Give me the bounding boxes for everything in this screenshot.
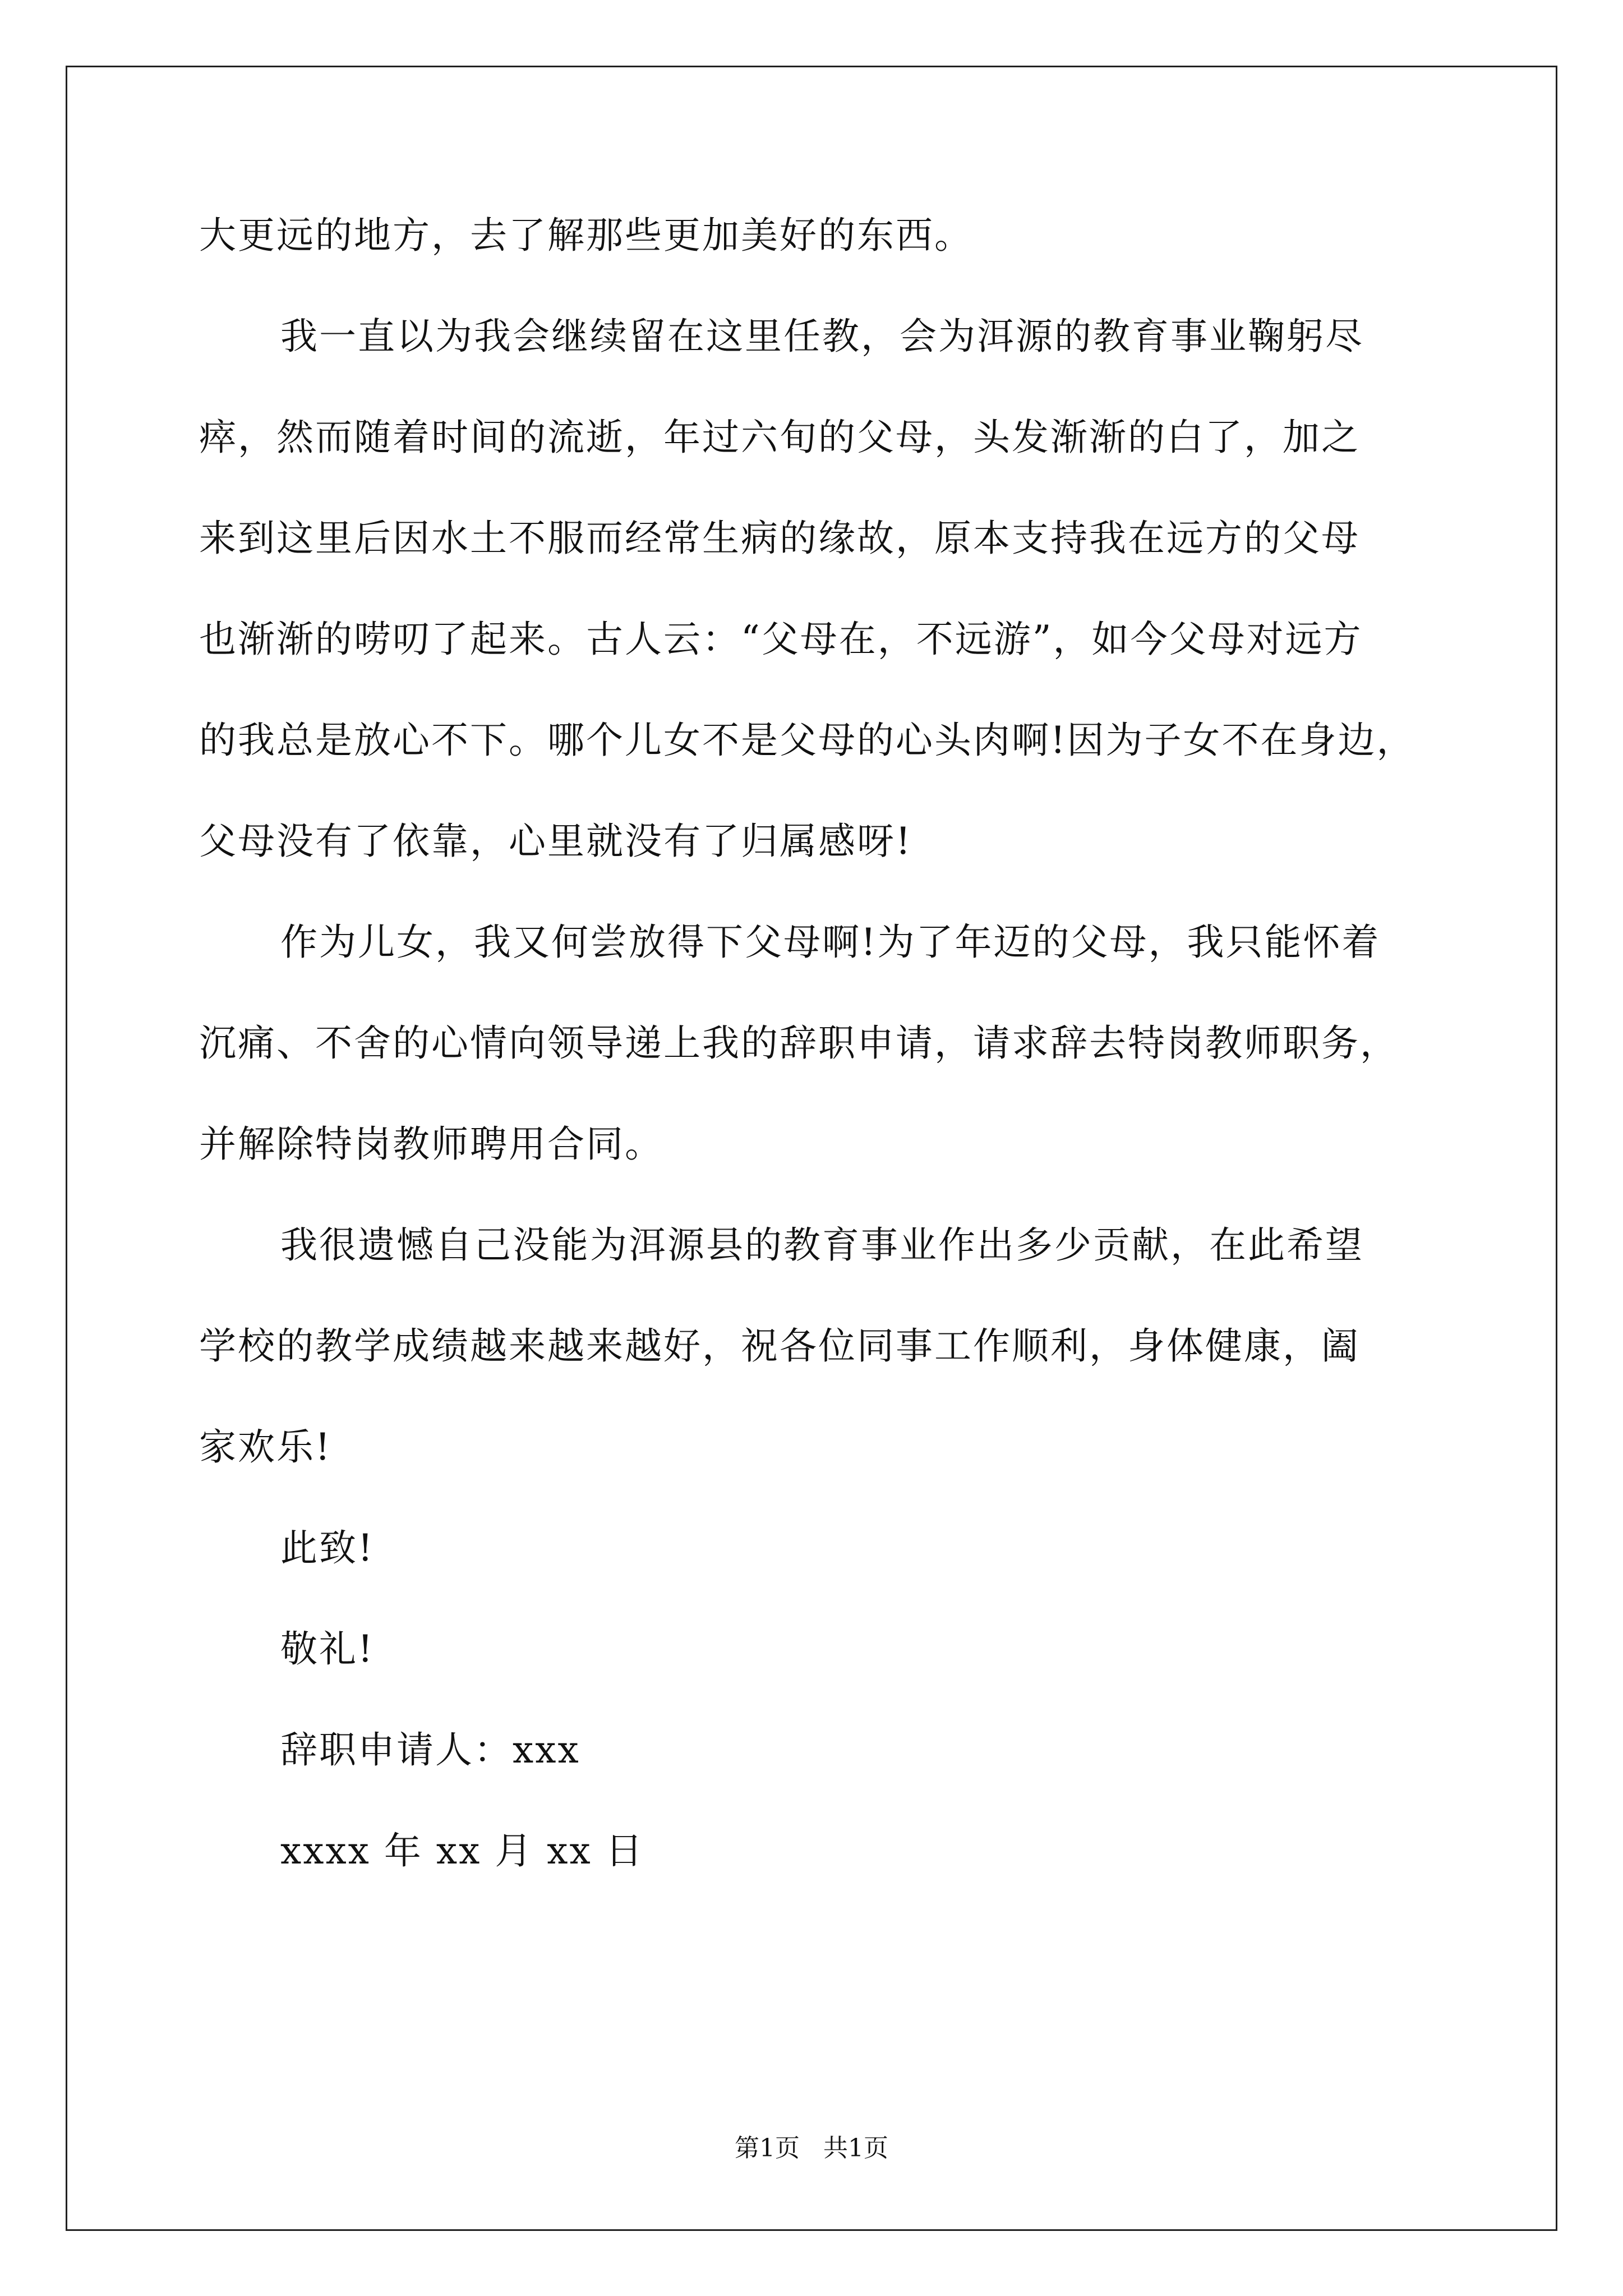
paragraph <box>199 892 1433 1195</box>
paragraph <box>199 286 1433 892</box>
text-line: 沉痛、不舍的心情向领导递上我的辞职申请，请求辞去特岗教师职务， <box>199 1022 1399 1065</box>
document-body <box>199 185 1433 1902</box>
text-line: 来到这里后因水土不服而经常生病的缘故，原本支持我在远方的父母 <box>199 517 1360 560</box>
paragraph <box>199 1195 1433 1498</box>
paragraph <box>199 1801 1433 1902</box>
text-line: 瘁，然而随着时间的流逝，年过六旬的父母，头发渐渐的白了，加之 <box>199 416 1360 459</box>
text-line: 此致! <box>280 1526 375 1570</box>
text-line: 的我总是放心不下。哪个儿女不是父母的心头肉啊!因为子女不在身边， <box>199 719 1415 762</box>
paragraph <box>199 1700 1433 1801</box>
paragraph <box>199 1498 1433 1599</box>
text-line: 我很遗憾自己没能为洱源县的教育事业作出多少贡献，在此希望 <box>280 1223 1364 1267</box>
text-line: 我一直以为我会继续留在这里任教，会为洱源的教育事业鞠躬尽 <box>280 315 1364 358</box>
text-line: 作为儿女，我又何尝放得下父母啊!为了年迈的父母，我只能怀着 <box>280 921 1381 964</box>
text-line: 家欢乐! <box>199 1425 332 1469</box>
text-line: 并解除特岗教师聘用合同。 <box>199 1122 663 1166</box>
text-line: 大更远的地方，去了解那些更加美好的东西。 <box>199 214 973 257</box>
text-line: 也渐渐的唠叨了起来。古人云：“父母在，不远游”，如今父母对远方 <box>199 618 1363 661</box>
text-line: xxxx 年 xx 月 xx 日 <box>280 1829 644 1872</box>
page-footer: 第1页 共1页 <box>735 2134 888 2162</box>
text-line: 辞职申请人：xxx <box>280 1728 580 1772</box>
text-line: 父母没有了依靠，心里就没有了归属感呀! <box>199 820 912 863</box>
text-line: 敬礼! <box>280 1627 375 1671</box>
paragraph <box>199 1599 1433 1700</box>
paragraph <box>199 185 1433 286</box>
text-line: 学校的教学成绩越来越来越好，祝各位同事工作顺利，身体健康，阖 <box>199 1324 1360 1368</box>
